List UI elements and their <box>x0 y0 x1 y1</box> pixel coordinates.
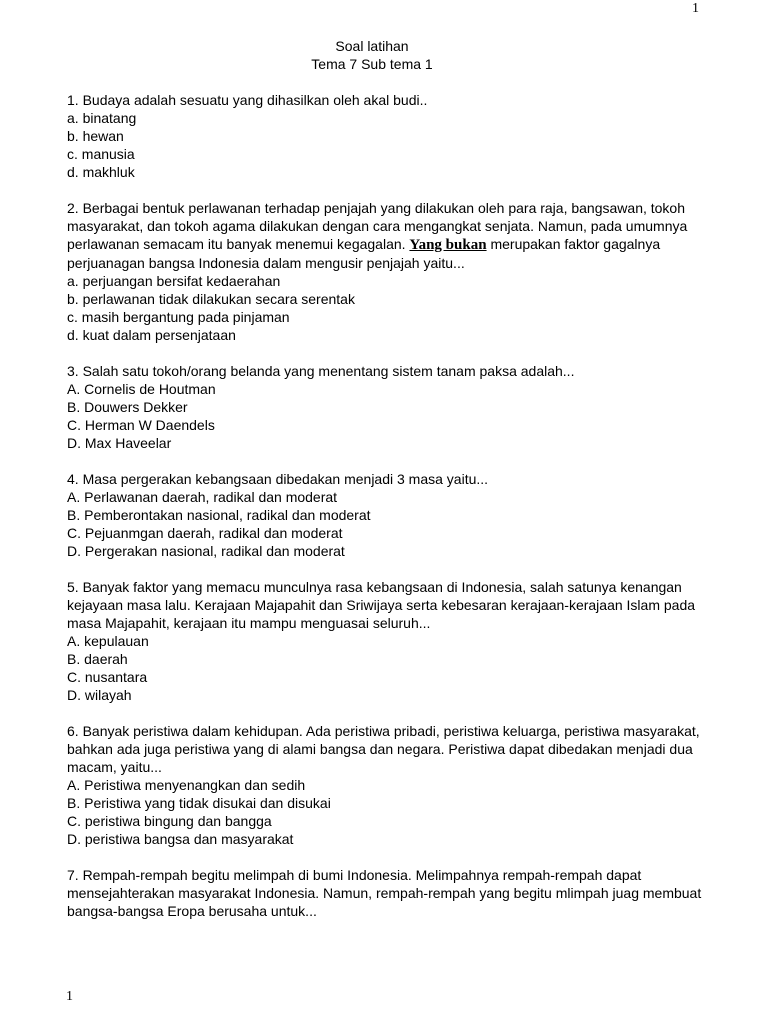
question-text: 6. Banyak peristiwa dalam kehidupan. Ada peristiwa pribadi, peristiwa keluarga, peristiwa masyarakat, bahkan ada juga peristiwa yang di alami bangsa dan negara. Peristiwa dapat dibedakan menjadi dua macam, yaitu... <box>67 723 700 775</box>
option: B. Pemberontakan nasional, radikal dan moderat <box>67 507 371 523</box>
option: A. Peristiwa menyenangkan dan sedih <box>67 777 306 793</box>
option: A. kepulauan <box>67 633 149 649</box>
question-text: 1. Budaya adalah sesuatu yang dihasilkan oleh akal budi.. <box>67 92 428 108</box>
option: A. Cornelis de Houtman <box>67 381 216 397</box>
option: D. peristiwa bangsa dan masyarakat <box>67 831 294 847</box>
question-list <box>67 91 707 938</box>
question-1 <box>67 91 707 181</box>
question-7 <box>67 866 707 920</box>
page-number-bottom: 1 <box>66 989 73 1004</box>
option: D. Max Haveelar <box>67 435 172 451</box>
question-5 <box>67 578 707 704</box>
option: B. daerah <box>67 651 128 667</box>
question-2 <box>67 199 707 344</box>
option: C. Pejuanmgan daerah, radikal dan moderat <box>67 525 343 541</box>
question-text-before: 2. Berbagai bentuk perlawanan terhadap penjajah yang dilakukan oleh para raja, bangsawan, tokoh masyarakat, dan tokoh agama dilakukan dengan cara mengangkat senjata. Namun, pada umumnya perlawanan semacam itu banyak menemui kegagalan. <box>67 200 688 252</box>
option: d. makhluk <box>67 164 135 180</box>
option: a. binatang <box>67 110 137 126</box>
title-line-1: Soal latihan <box>335 38 409 54</box>
option: B. Peristiwa yang tidak disukai dan disukai <box>67 795 331 811</box>
option: D. wilayah <box>67 687 132 703</box>
question-6 <box>67 722 707 848</box>
option: c. masih bergantung pada pinjaman <box>67 309 290 325</box>
question-text: 5. Banyak faktor yang memacu munculnya rasa kebangsaan di Indonesia, salah satunya kenangan kejayaan masa lalu. Kerajaan Majapahit dan Sriwijaya serta kebesaran kerajaan-kerajaan Islam pada masa Majapahit, kerajaan itu mampu menguasai seluruh... <box>67 579 696 631</box>
option: C. nusantara <box>67 669 148 685</box>
page-number-top: 1 <box>692 1 699 16</box>
option: a. perjuangan bersifat kedaerahan <box>67 273 281 289</box>
question-4 <box>67 470 707 560</box>
option: A. Perlawanan daerah, radikal dan moderat <box>67 489 338 505</box>
option: C. peristiwa bingung dan bangga <box>67 813 272 829</box>
question-text: 7. Rempah-rempah begitu melimpah di bumi Indonesia. Melimpahnya rempah-rempah dapat mensejahterakan masyarakat Indonesia. Namun, rempah-rempah yang begitu mlimpah juag membuat bangsa-bangsa Eropa berusaha untuk... <box>67 867 702 919</box>
question-3 <box>67 362 707 452</box>
option: c. manusia <box>67 146 135 162</box>
option: b. hewan <box>67 128 124 144</box>
question-text: 3. Salah satu tokoh/orang belanda yang menentang sistem tanam paksa adalah... <box>67 363 575 379</box>
option: C. Herman W Daendels <box>67 417 215 433</box>
document-title <box>0 37 744 73</box>
option: D. Pergerakan nasional, radikal dan moderat <box>67 543 345 559</box>
emphasis-text: Yang bukan <box>409 237 487 253</box>
option: d. kuat dalam persenjataan <box>67 327 236 343</box>
question-text: 4. Masa pergerakan kebangsaan dibedakan menjadi 3 masa yaitu... <box>67 471 489 487</box>
option: B. Douwers Dekker <box>67 399 188 415</box>
title-line-2: Tema 7 Sub tema 1 <box>311 56 433 72</box>
question-text <box>67 199 707 272</box>
option: b. perlawanan tidak dilakukan secara serentak <box>67 291 355 307</box>
question-text-after: merupakan faktor gagalnya perjuanagan bangsa Indonesia dalam mengusir penjajah yaitu... <box>67 236 661 271</box>
